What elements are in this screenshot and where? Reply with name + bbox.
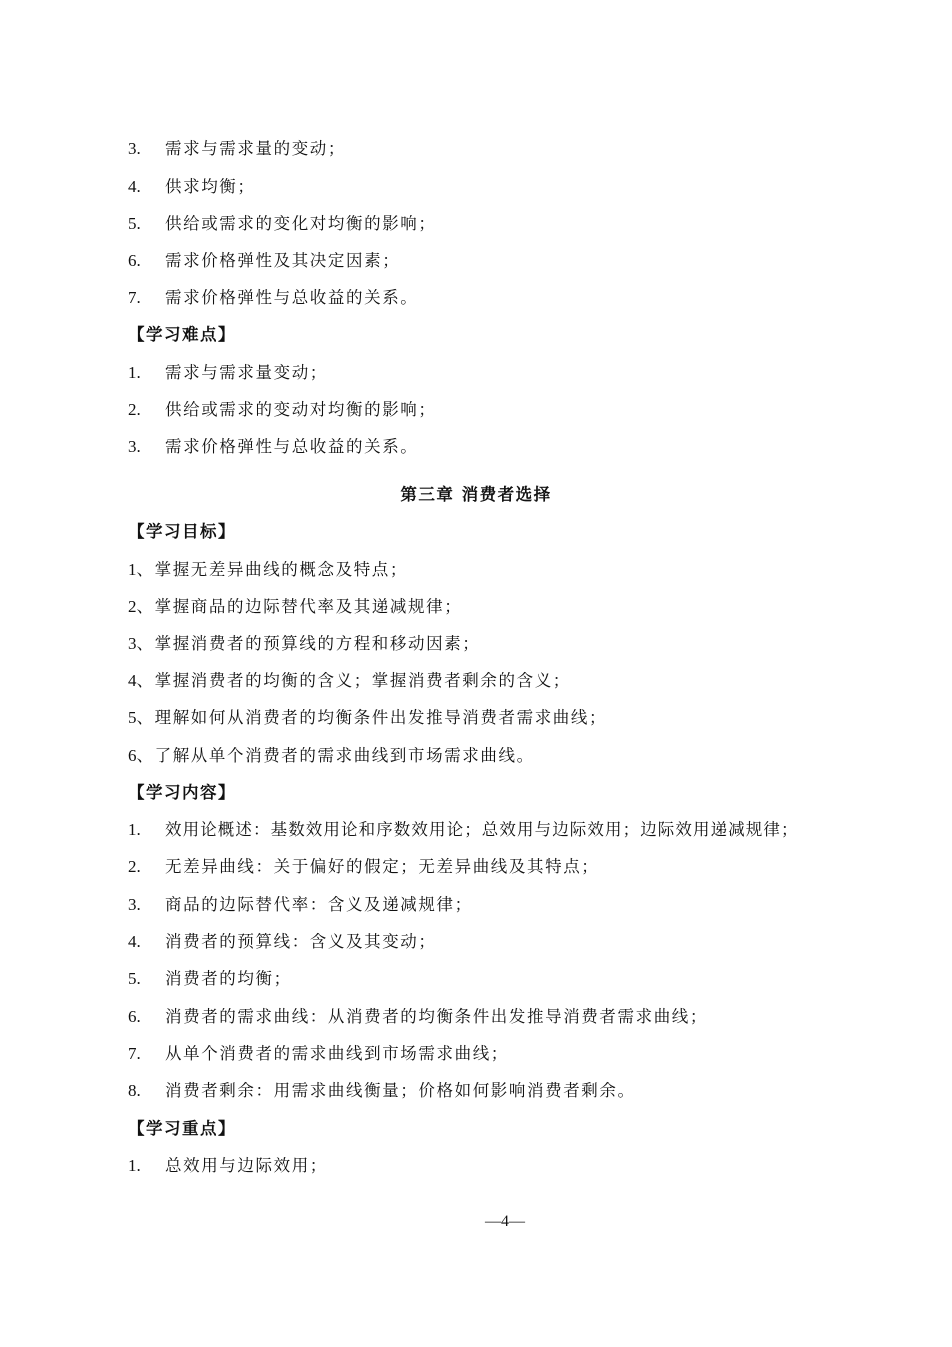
list-item [128,246,400,276]
list-item [128,852,599,882]
item-number: 2 [128,597,137,616]
list-item [128,629,480,659]
list-item [128,358,328,388]
item-text: 效用论概述：基数效用论和序数效用论；总效用与边际效用；边际效用递减规律； [165,820,799,839]
item-text: 、掌握无差异曲线的概念及特点； [136,560,408,579]
item-number: 3. [128,139,141,158]
section-heading-objectives: 【学习目标】 [128,522,236,541]
item-number: 3. [128,437,141,456]
item-text: 消费者剩余：用需求曲线衡量；价格如何影响消费者剩余。 [165,1081,636,1100]
list-item [128,172,256,202]
item-number: 1 [128,560,137,579]
item-number: 7. [128,1044,141,1063]
item-text: 、掌握消费者的均衡的含义；掌握消费者剩余的含义； [136,671,571,690]
item-text: 消费者的均衡； [165,969,292,988]
list-item [128,1151,328,1181]
item-number: 1. [128,363,141,382]
item-number: 6 [128,746,137,765]
list-item [128,1039,509,1069]
item-text: 需求价格弹性与总收益的关系。 [165,437,419,456]
item-text: 商品的边际替代率：含义及递减规律； [165,895,473,914]
item-text: 需求与需求量的变动； [165,139,346,158]
item-number: 3. [128,895,141,914]
item-number: 5. [128,969,141,988]
item-number: 6. [128,251,141,270]
list-item [128,395,437,425]
item-text: 需求与需求量变动； [165,363,328,382]
item-number: 3 [128,634,137,653]
list-item [128,283,418,313]
list-item [128,927,437,957]
item-number: 4. [128,177,141,196]
list-item [128,1076,636,1106]
item-number: 1. [128,820,141,839]
list-item [128,432,418,462]
list-item [128,741,535,771]
chapter-title: 第三章 消费者选择 [400,485,552,504]
item-text: 、掌握商品的边际替代率及其递减规律； [136,597,463,616]
item-number: 4. [128,932,141,951]
item-number: 6. [128,1007,141,1026]
item-text: 需求价格弹性及其决定因素； [165,251,401,270]
item-text: 、掌握消费者的预算线的方程和移动因素； [136,634,481,653]
list-item [128,815,799,845]
list-item [128,592,462,622]
item-text: 消费者的预算线：含义及其变动； [165,932,437,951]
list-item [128,134,346,164]
item-text: 总效用与边际效用； [165,1156,328,1175]
item-number: 2. [128,857,141,876]
item-number: 2. [128,400,141,419]
section-heading-difficulties: 【学习难点】 [128,325,236,344]
section-heading-key-points: 【学习重点】 [128,1119,236,1138]
item-number: 5 [128,708,137,727]
item-number: 1. [128,1156,141,1175]
item-number: 4 [128,671,137,690]
section-heading-content: 【学习内容】 [128,783,236,802]
list-item [128,209,437,239]
item-text: 消费者的需求曲线：从消费者的均衡条件出发推导消费者需求曲线； [165,1007,708,1026]
item-text: 需求价格弹性与总收益的关系。 [165,288,419,307]
list-item [128,1002,708,1032]
item-number: 7. [128,288,141,307]
item-text: 无差异曲线：关于偏好的假定；无差异曲线及其特点； [165,857,600,876]
page-number: —4— [485,1213,525,1230]
list-item [128,666,571,696]
list-item [128,890,473,920]
item-text: 、了解从单个消费者的需求曲线到市场需求曲线。 [136,746,535,765]
item-text: 从单个消费者的需求曲线到市场需求曲线； [165,1044,509,1063]
item-text: 供给或需求的变化对均衡的影响； [165,214,437,233]
list-item [128,964,292,994]
item-text: 、理解如何从消费者的均衡条件出发推导消费者需求曲线； [136,708,608,727]
item-text: 供给或需求的变动对均衡的影响； [165,400,437,419]
list-item [128,703,607,733]
item-number: 5. [128,214,141,233]
item-text: 供求均衡； [165,177,256,196]
list-item [128,555,408,585]
item-number: 8. [128,1081,141,1100]
